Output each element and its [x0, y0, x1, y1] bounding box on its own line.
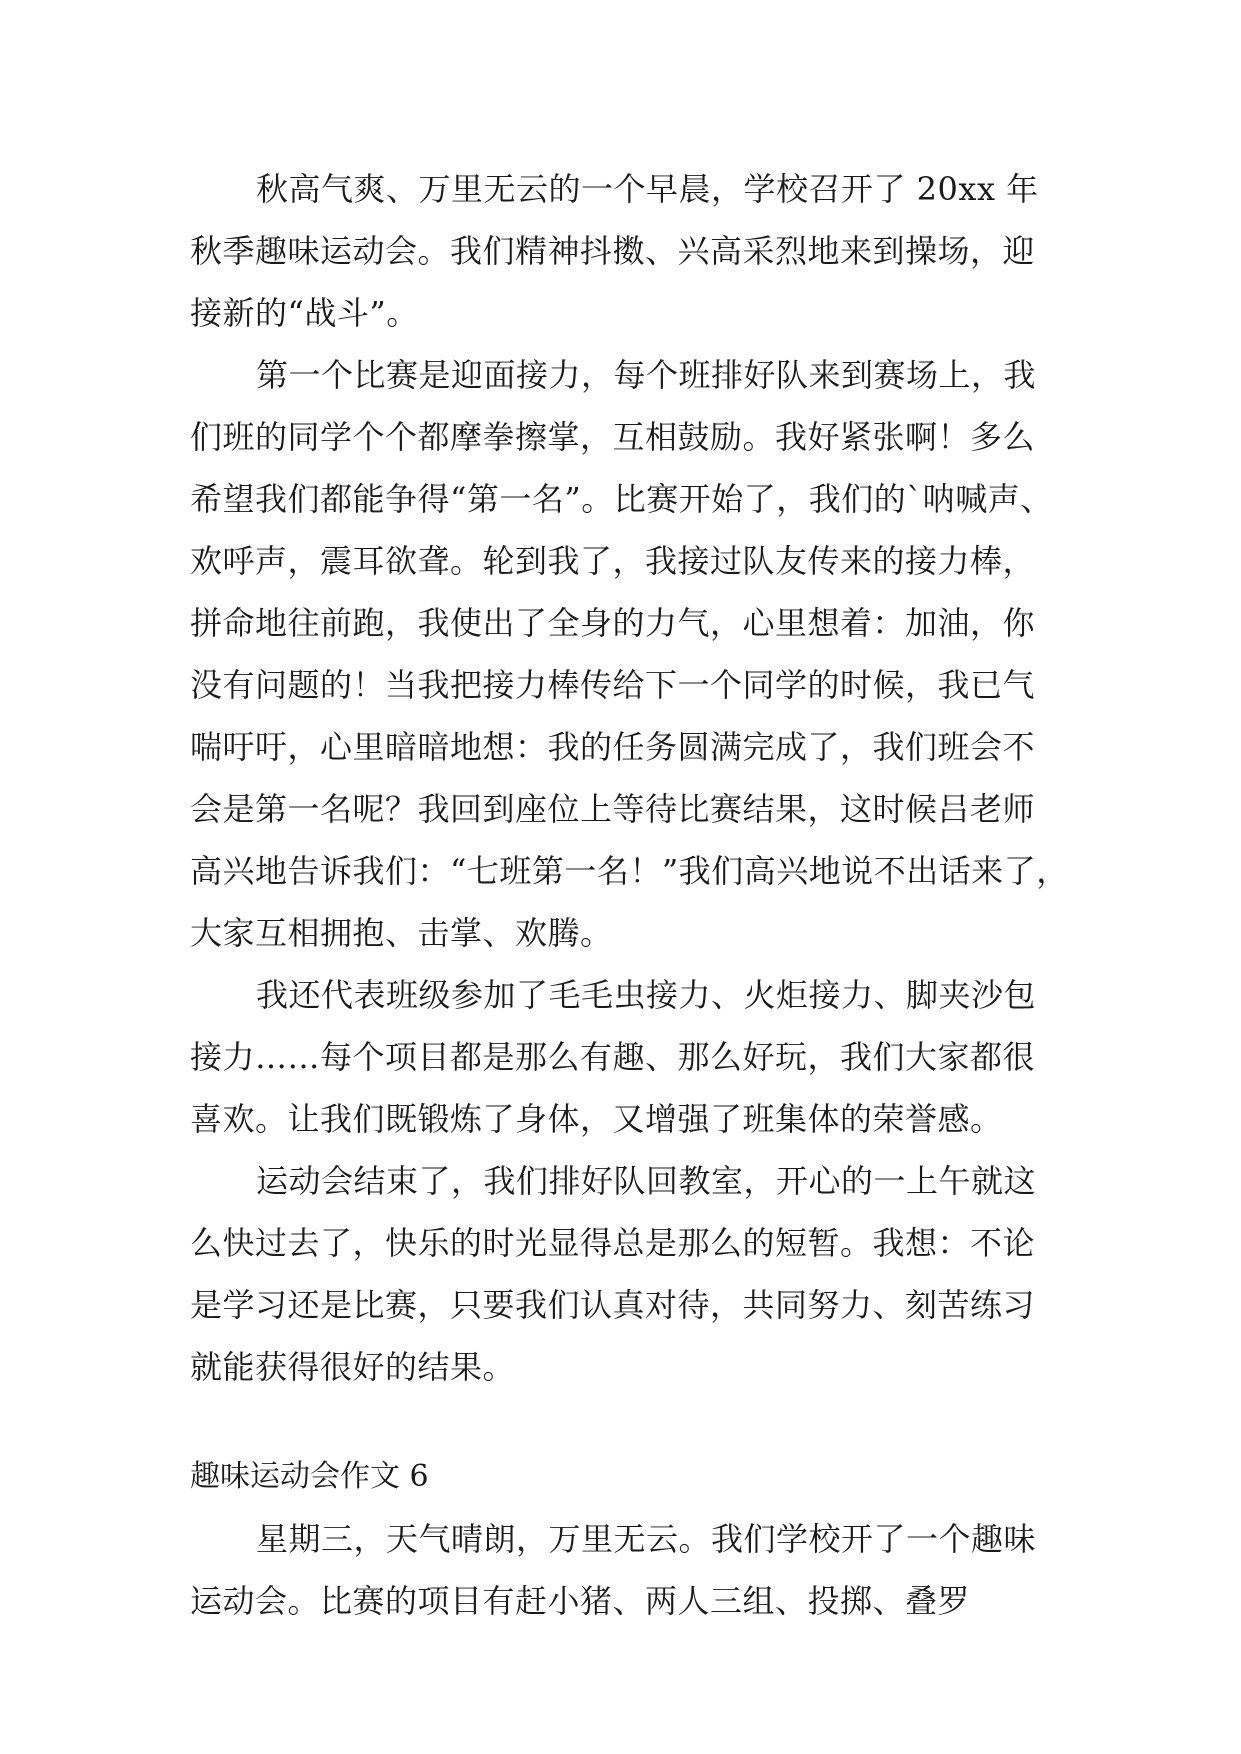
text-line: 大家互相拥抱、击掌、欢腾。: [190, 914, 613, 952]
text-line: 会是第一名呢？我回到座位上等待比赛结果，这时候吕老师: [190, 790, 1036, 828]
text-line: 喜欢。让我们既锻炼了身体，又增强了班集体的荣誉感。: [190, 1100, 1003, 1138]
text-line: 秋高气爽、万里无云的一个早晨，学校召开了 20xx 年: [256, 170, 1039, 208]
paragraph-2: [190, 344, 1069, 964]
text-line: 欢呼声，震耳欲聋。轮到我了，我接过队友传来的接力棒，: [190, 542, 1036, 580]
text-line: 喘吁吁，心里暗暗地想：我的任务圆满完成了，我们班会不: [190, 728, 1036, 766]
paragraph-3: [190, 964, 1052, 1150]
text-line: 高兴地告诉我们：“七班第一名！”我们高兴地说不出话来了，: [190, 852, 1069, 890]
text-line: 们班的同学个个都摩拳擦掌，互相鼓励。我好紧张啊！多么: [190, 418, 1036, 456]
text-line: 么快过去了，快乐的时光显得总是那么的短暂。我想：不论: [190, 1224, 1036, 1262]
text-line: 接新的“战斗”。: [190, 294, 419, 332]
text-line: 我还代表班级参加了毛毛虫接力、火炬接力、脚夹沙包: [256, 976, 1037, 1014]
text-line: 秋季趣味运动会。我们精神抖擞、兴高采烈地来到操场，迎: [190, 232, 1036, 270]
text-line: 接力……每个项目都是那么有趣、那么好玩，我们大家都很: [190, 1038, 1036, 1076]
text-line: 就能获得很好的结果。: [190, 1348, 516, 1386]
essay-body: [190, 158, 1069, 1632]
text-line: 拼命地往前跑，我使出了全身的力气，心里想着：加油，你: [190, 604, 1036, 642]
paragraph-1: [190, 158, 1052, 344]
paragraph-5: [190, 1508, 1052, 1632]
paragraph-4: [190, 1150, 1052, 1398]
text-line: 运动会结束了，我们排好队回教室，开心的一上午就这: [256, 1162, 1037, 1200]
text-line: 没有问题的！当我把接力棒传给下一个同学的时候，我已气: [190, 666, 1036, 704]
text-line: 是学习还是比赛，只要我们认真对待，共同努力、刻苦练习: [190, 1286, 1036, 1324]
text-line: 第一个比赛是迎面接力，每个班排好队来到赛场上，我: [256, 356, 1037, 394]
section-heading: 趣味运动会作文 6: [190, 1459, 429, 1494]
text-line: 运动会。比赛的项目有赶小猪、两人三组、投掷、叠罗: [190, 1582, 971, 1620]
text-line: 星期三，天气晴朗，万里无云。我们学校开了一个趣味: [256, 1520, 1037, 1558]
section-gap: [190, 1398, 1052, 1446]
text-line: 希望我们都能争得“第一名”。比赛开始了，我们的`呐喊声、: [190, 480, 1053, 518]
